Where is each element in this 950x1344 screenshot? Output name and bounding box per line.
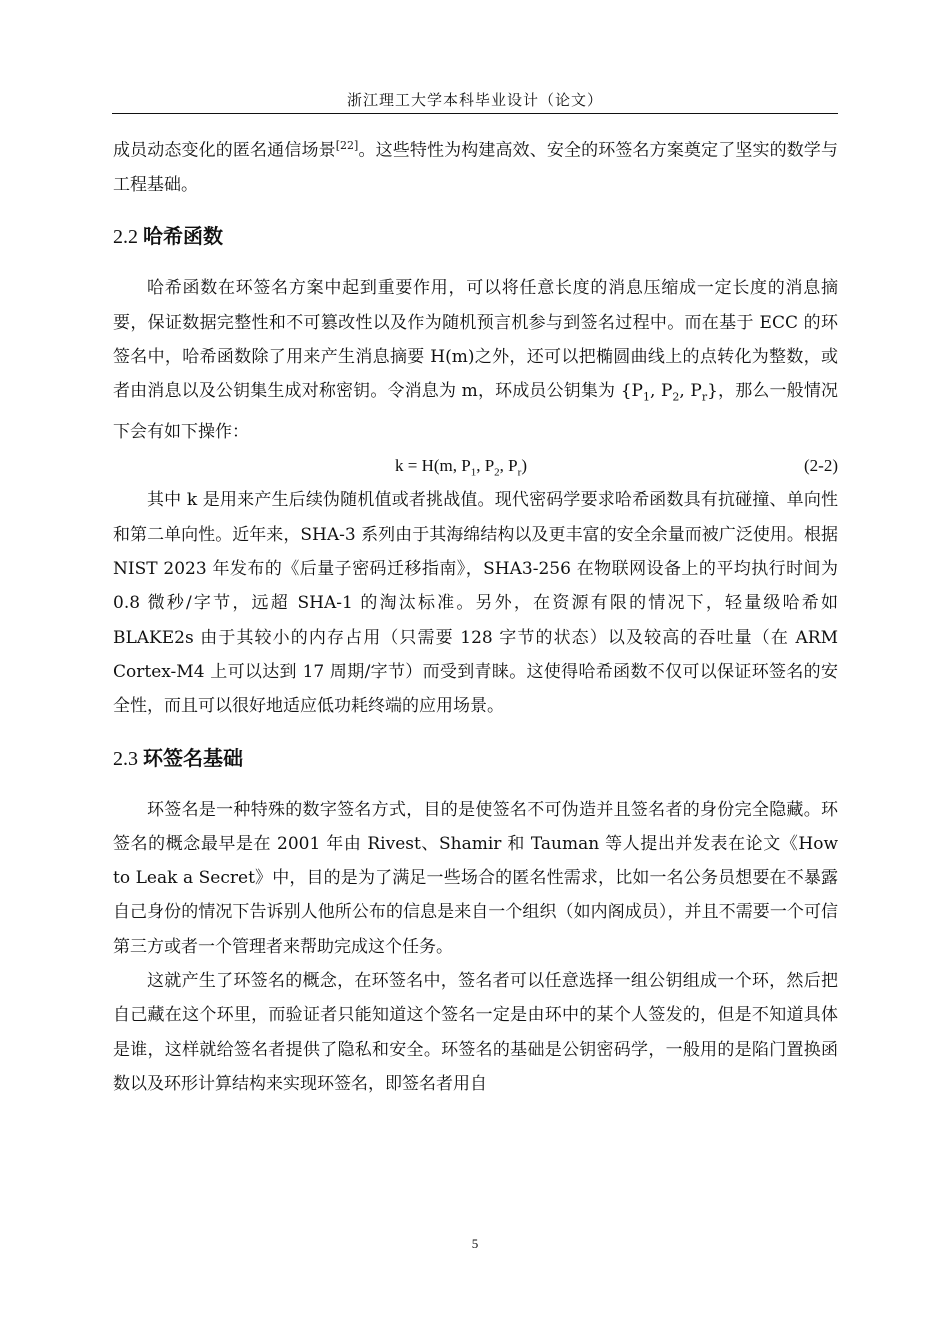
header-rule [112,113,838,114]
text-run: , P [679,381,702,402]
equation-2-2 [113,449,838,483]
page-number: 5 [471,1236,479,1251]
paragraph-continuation [113,129,838,202]
equation-label: (2-2) [804,456,838,476]
paragraph-ring-signature-concept: 这就产生了环签名的概念，在环签名中，签名者可以任意选择一组公钥组成一个环，然后把自己藏在这个环里，而验证者只能知道这个签名一定是由环中的某个人签发的，但是不知道具体是谁，这样就给签名者提供了隐私和安全。环签名的基础是公钥密码学，一般用的是陷门置换函数以及环形计算结构来实现环签名，即签名者用自 [113,970,838,1094]
section-heading-2-3 [113,741,838,776]
equation-expression: k = H(m, $P_1$, $P_2$, $P_r$) [395,456,527,479]
paragraph-hash-intro [113,271,838,449]
section-number: 2.3 [113,747,143,770]
section-title: 哈希函数 [143,224,223,249]
text-run: 。这些特性为构建高效、安全的环签名方案奠定了坚实的数学与工程基础。 [113,140,839,195]
subscript: 1 [643,390,650,404]
text-run: 成员动态变化的匿名通信场景 [113,140,336,161]
running-header: 浙江理工大学本科毕业设计（论文） [346,91,603,109]
page-body [113,129,838,1101]
section-title: 环签名基础 [143,745,243,770]
text-run: , P [650,381,673,402]
paragraph-hash-details: 其中 k 是用来产生后续伪随机值或者挑战值。现代密码学要求哈希函数具有抗碰撞、单向性和第二单向性。近年来，SHA-3 系列由于其海绵结构以及更丰富的安全余量而被广泛使用。根据 NIST 2023 年发布的《后量子密码迁移指南》，SHA3-256 在物联网设备上的平均执行时间为 0.8 微秒/字节，远超 SHA-1 的淘汰标准。另外，在资源有限的情况下，轻量级哈希如 BLAKE2s 由于其较小的内存占用（只需要 128 字节的状态）以及较高的吞吐量（在 ARM Cortex-M4 上可以达到 17 周期/字节）而受到青睐。这使得哈希函数不仅可以保证环签名的安全性，而且可以很好地适应低功耗终端的应用场景。 [113,490,838,717]
subscript: r [701,390,708,404]
citation-ref: [22] [335,139,359,152]
text-run: 哈希函数在环签名方案中起到重要作用，可以将任意长度的消息压缩成一定长度的消息摘要，保证数据完整性和不可篡改性以及作为随机预言机参与到签名过程中。而在基于 ECC 的环签名中，哈希函数除了用来产生消息摘要 H(m)之外，还可以把椭圆曲线上的点转化为整数，或者由消息以及公钥集生成对称密钥。令消息为 m，环成员公钥集为 {P [113,278,838,402]
section-heading-2-2 [113,219,838,254]
text-run: }，那么一般情况下会有如下操作： [113,381,838,442]
section-number: 2.2 [113,226,143,249]
subscript: 2 [672,390,680,404]
paragraph-ring-signature-intro: 环签名是一种特殊的数字签名方式，目的是使签名不可伪造并且签名者的身份完全隐藏。环签名的概念最早是在 2001 年由 Rivest、Shamir 和 Tauman 等人提出并发表在论文《How to Leak a Secret》中，目的是为了满足一些场合的匿名性需求，比如一名公务员想要在不暴露自己身份的情况下告诉别人他所公布的信息是来自一个组织（如内阁成员），并且不需要一个可信第三方或者一个管理者来帮助完成这个任务。 [113,799,838,957]
